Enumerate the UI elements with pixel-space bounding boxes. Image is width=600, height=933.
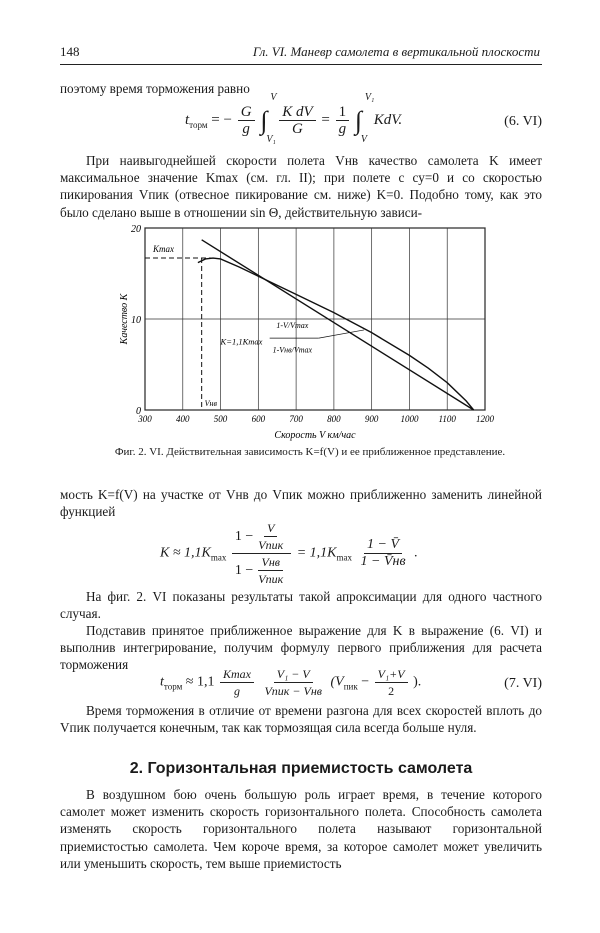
approx-den-top: 1 −: [234, 562, 254, 578]
paragraph-1: При наивыгоднейшей скорости полета Vнв качество самолета K имеет максимальное значение Kmax (см. гл. II); при полете с cy=0 и со скоростью пикирования Vпик (отвесное пикирование см. ниже) K=0. Подобно тому, как это было сделано выше в отношении sin Θ, действительную зависи-: [60, 153, 542, 220]
eq6-integrand-num: K dV: [279, 104, 315, 121]
eq6-integrand: [279, 104, 315, 137]
eq6-frac-g: [238, 104, 255, 137]
running-header: [60, 44, 542, 65]
figure-chart: [115, 222, 505, 442]
figure-caption: Фиг. 2. VI. Действительная зависимость K=f(V) и ее приближенное представление.: [114, 446, 506, 458]
eq7-paren-close: ).: [413, 674, 422, 690]
eq7-paren-sub: пик: [343, 681, 358, 692]
approx-den-frac-den: Vпик: [258, 572, 284, 586]
y-axis-label: Качество K: [119, 293, 130, 345]
paragraph-5: Время торможения в отличие от времени разгона для всех скоростей вплоть до Vпик получается конечным, так как тормозящая сила всегда больше нуля.: [60, 703, 542, 736]
eq6-G: G: [238, 104, 255, 121]
eq7-f1-den: g: [233, 684, 240, 698]
equation-7: [160, 666, 421, 699]
eq7-f1-num: Kmax: [220, 666, 254, 683]
paragraph-2: мость K=f(V) на участке от Vнв до Vпик можно приближенно заменить линейной функцией: [60, 487, 542, 520]
approx-mid-sub: max: [336, 552, 353, 563]
approx-num-frac-num: V: [264, 520, 277, 537]
eq7-f2-num: V₁ − V: [274, 666, 313, 683]
eq6-g2: g: [338, 121, 347, 137]
vnv-label: Vнв: [204, 399, 217, 408]
running-title: Гл. VI. Маневр самолета в вертикальной плоскости: [252, 44, 540, 59]
eq7-frac1: [220, 666, 254, 699]
int2-lower: V: [360, 133, 367, 145]
x-axis-label: Скорость V км/час: [274, 430, 356, 441]
x-tick-label: 800: [327, 414, 341, 424]
eq7-f3-num: V₁+V: [375, 666, 408, 683]
eq6-g: g: [242, 121, 250, 137]
x-tick-label: 300: [138, 414, 152, 424]
x-tick-label: 900: [364, 414, 379, 424]
int-lower: V₁: [266, 133, 276, 145]
paragraph-4: Подставив принятое приближенное выражение для K в выражение (6. VI) и выполнив интегрирование, получим формулу первого приближения для расчета торможения: [60, 623, 542, 673]
eq7-number: (7. VI): [504, 676, 542, 691]
approx-den-frac-num: Vнв: [258, 554, 283, 571]
approx-num-frac: [255, 520, 286, 553]
approx-mid: = 1,1K: [296, 545, 337, 561]
approx-label: K=1,1Kmax: [220, 336, 263, 347]
section-title: 2. Горизонтальная приемистость самолета: [129, 760, 473, 777]
equation-6: $t_{торм}$ = − $\frac{G}{g}$ ∫ V V₁ $\frac{\text{K dV}}{G}$ = $\frac{1}{g}$ ∫ V₁ V KdV.: [185, 104, 402, 137]
paragraph-3: На фиг. 2. VI показаны результаты такой апроксимации для одного частного случая.: [60, 589, 542, 622]
approx-r-den: 1 − V̄нв: [360, 554, 406, 569]
eq6-one: 1: [336, 104, 350, 121]
approx-end: .: [414, 545, 418, 561]
eq6-number: (6. VI): [504, 114, 542, 129]
eq7-f3-den: 2: [388, 684, 395, 698]
eq7-f2-den: Vпик − Vнв: [264, 684, 322, 698]
approx-lhs: K ≈ 1,1K: [160, 545, 211, 561]
x-tick-label: 1100: [438, 414, 456, 424]
approx-big-num: [232, 520, 291, 554]
paragraph-6: В воздушном бою очень большую роль играет время, в течение которого самолет может изменить скорость горизонтального полета. Способность самолета изменять скорость горизонтального полета называют горизонтальной приемистостью самолета. Чем короче время, за которое самолет может увеличить или уменьшить скорость, тем выше приемистость: [60, 787, 542, 871]
eq7-minus: −: [361, 674, 370, 690]
series-line-2: [202, 240, 474, 410]
x-tick-label: 1200: [476, 414, 494, 424]
y-tick-label: 0: [136, 406, 141, 417]
eq6-integrand-den: G: [291, 121, 303, 137]
int2-upper: V₁: [364, 91, 375, 103]
integral-sign-2: ∫ V₁ V: [355, 106, 362, 135]
x-tick-label: 700: [289, 414, 303, 424]
equation-approx: [160, 520, 418, 587]
approx-r-num: 1 − V̄: [364, 537, 402, 554]
x-tick-label: 600: [251, 414, 266, 424]
intro-line: поэтому время торможения равно: [60, 81, 250, 96]
eq6-integrand2: KdV.: [373, 111, 403, 128]
eq6-lhs: t: [185, 111, 190, 128]
approx-den-label: 1-Vнв/Vmax: [272, 345, 313, 355]
eq6-frac-1g: [336, 104, 350, 137]
approx-den-frac: [255, 554, 286, 587]
x-tick-label: 400: [176, 414, 190, 424]
approx-num-top: 1 −: [234, 528, 254, 544]
eq7-frac2: [261, 666, 325, 699]
x-tick-label: 1000: [400, 414, 419, 424]
approx-num-label: 1-V/Vmax: [276, 321, 309, 331]
eq7-lhs-sub: торм: [163, 681, 183, 692]
approx-right-frac: [358, 537, 409, 570]
page-number: 148: [60, 44, 80, 59]
x-tick-label: 500: [213, 414, 228, 424]
eq7-approx: ≈ 1,1: [185, 674, 215, 690]
approx-lhs-sub: max: [210, 552, 227, 563]
y-tick-label: 20: [131, 224, 141, 235]
eq7-paren-open: (V: [330, 674, 344, 690]
approx-big-frac: [232, 520, 291, 587]
y-tick-label: 10: [131, 315, 141, 326]
eq7-lhs: t: [160, 674, 164, 690]
series-line-1: [198, 258, 474, 410]
approx-num-frac-den: Vпик: [258, 538, 284, 552]
kmax-label: Kmax: [153, 244, 174, 255]
eq7-frac3: [375, 666, 408, 699]
int-upper: V: [270, 91, 277, 103]
approx-big-den: [232, 554, 291, 587]
eq6-equals: =: [321, 111, 330, 128]
integral-sign: ∫ V V₁: [260, 106, 267, 135]
eq6-lhs-sub: торм: [189, 119, 208, 130]
